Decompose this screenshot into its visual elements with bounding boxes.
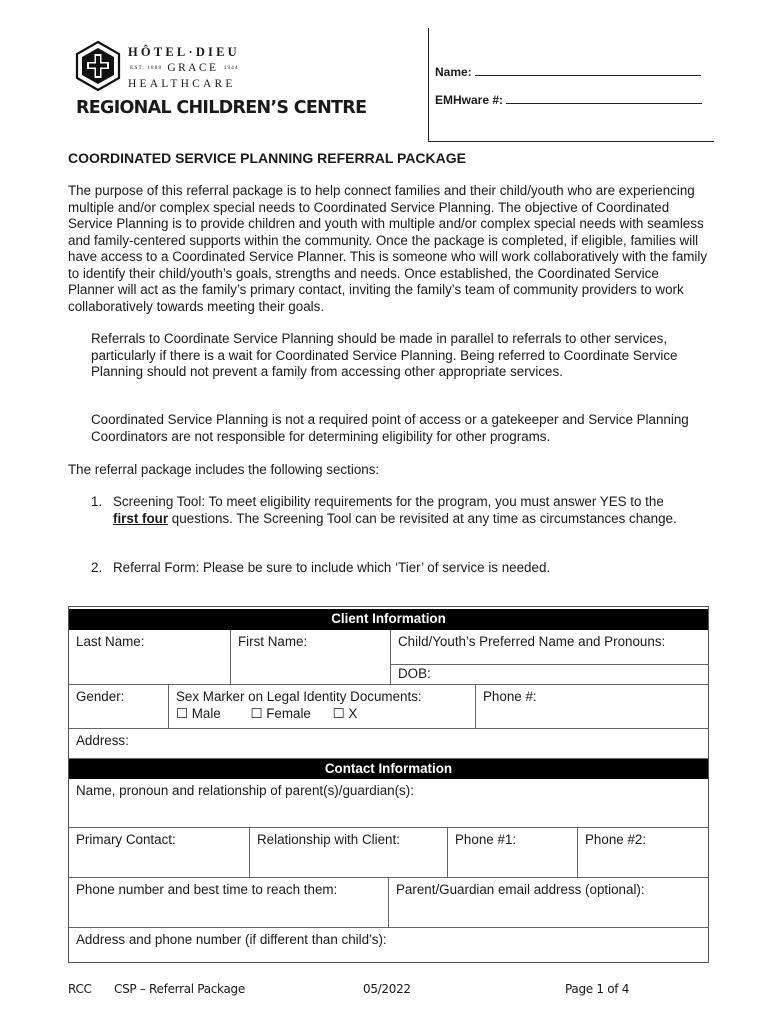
centre-title: REGIONAL CHILDREN’S CENTRE [76,98,367,118]
preferred-name-field[interactable]: Child/Youth’s Preferred Name and Pronouns: [391,630,708,665]
note-paragraph-2: Coordinated Service Planning is not a required point of access or a gatekeeper and Service Planning Coordinators are not responsible for determining eligibility for other programs. [91,412,689,444]
footer-doc-name: CSP – Referral Package [114,982,245,996]
logo-line1: HÔTEL·DIEU [128,45,240,59]
phone-field[interactable]: Phone #: [476,685,708,729]
alt-address-field[interactable]: Address and phone number (if different than child’s): [76,932,387,947]
contact-information-header: Contact Information [69,759,708,779]
document-title: COORDINATED SERVICE PLANNING REFERRAL PACKAGE [68,150,466,166]
patient-id-box [428,28,714,142]
hotel-dieu-grace-logo [74,40,274,100]
first-name-field[interactable]: First Name: [231,630,391,685]
footer-date: 05/2022 [363,982,411,996]
male-checkbox[interactable]: ☐ Male [176,706,221,721]
parent-guardian-field[interactable]: Name, pronoun and relationship of parent(s)/guardian(s): [69,779,708,828]
cross-hexagon-icon [74,40,122,92]
x-checkbox[interactable]: ☐ X [332,706,358,721]
intro-paragraph: The purpose of this referral package is to help connect families and their child/youth who are experiencing multiple and/or complex special needs to Coordinated Service Planning. The objective of Coordinated Service Planning is to provide children and youth with multiple and/or complex special needs with seamless and family-centered supports within the community. Once the package is completed, if eligible, families will have access to a Coordinated Service Planner. This is someone who will work collaboratively with the family to identify their child/youth’s goals, strengths and needs. Once established, the Coordinated Service Planner will act as the family’s primary contact, inviting the family’s team of community providers to work collaboratively towards meeting their goals. [68,183,708,314]
sections-intro: The referral package includes the following sections: [68,462,380,477]
emphasis-first-four: first four [113,510,169,526]
list-item-referral-form: 2. Referral Form: Please be sure to include which ‘Tier’ of service is needed. [91,560,551,575]
logo-line2: EST. 1888 GRACE 1944 [130,62,239,74]
name-field[interactable]: Name: [435,64,701,81]
female-checkbox[interactable]: ☐ Female [250,706,311,721]
email-field[interactable]: Parent/Guardian email address (optional): [389,878,708,928]
note-paragraph-1: Referrals to Coordinate Service Planning should be made in parallel to referrals to other services, particularly if there is a wait for Coordinated Service Planning. Being referred to Coordinate Service Planning should not prevent a family from accessing other appropriate services. [91,331,678,379]
dob-field[interactable]: DOB: [391,665,708,685]
address-field[interactable]: Address: [69,729,708,759]
client-information-header: Client Information [69,609,708,630]
emhware-field[interactable]: EMHware #: [435,92,702,109]
relationship-field[interactable]: Relationship with Client: [250,828,448,878]
primary-contact-field[interactable]: Primary Contact: [69,828,250,878]
last-name-field[interactable]: Last Name: [69,630,231,685]
best-time-field[interactable]: Phone number and best time to reach them: [69,878,389,928]
gender-field[interactable]: Gender: [69,685,169,729]
footer-code: RCC [68,982,92,996]
phone1-field[interactable]: Phone #1: [448,828,578,878]
sex-marker-field: Sex Marker on Legal Identity Documents: ☐ Male ☐ Female ☐ X [169,685,476,729]
footer-page-number: Page 1 of 4 [565,982,630,996]
logo-line3: HEALTHCARE [128,78,236,90]
phone2-field[interactable]: Phone #2: [578,828,708,878]
list-item-screening-tool: 1. Screening Tool: To meet eligibility requirements for the program, you must answer YES to the first four questions. The Screening Tool can be revisited at any time as circumstances change. [91,494,677,526]
referral-form-table [68,606,709,963]
